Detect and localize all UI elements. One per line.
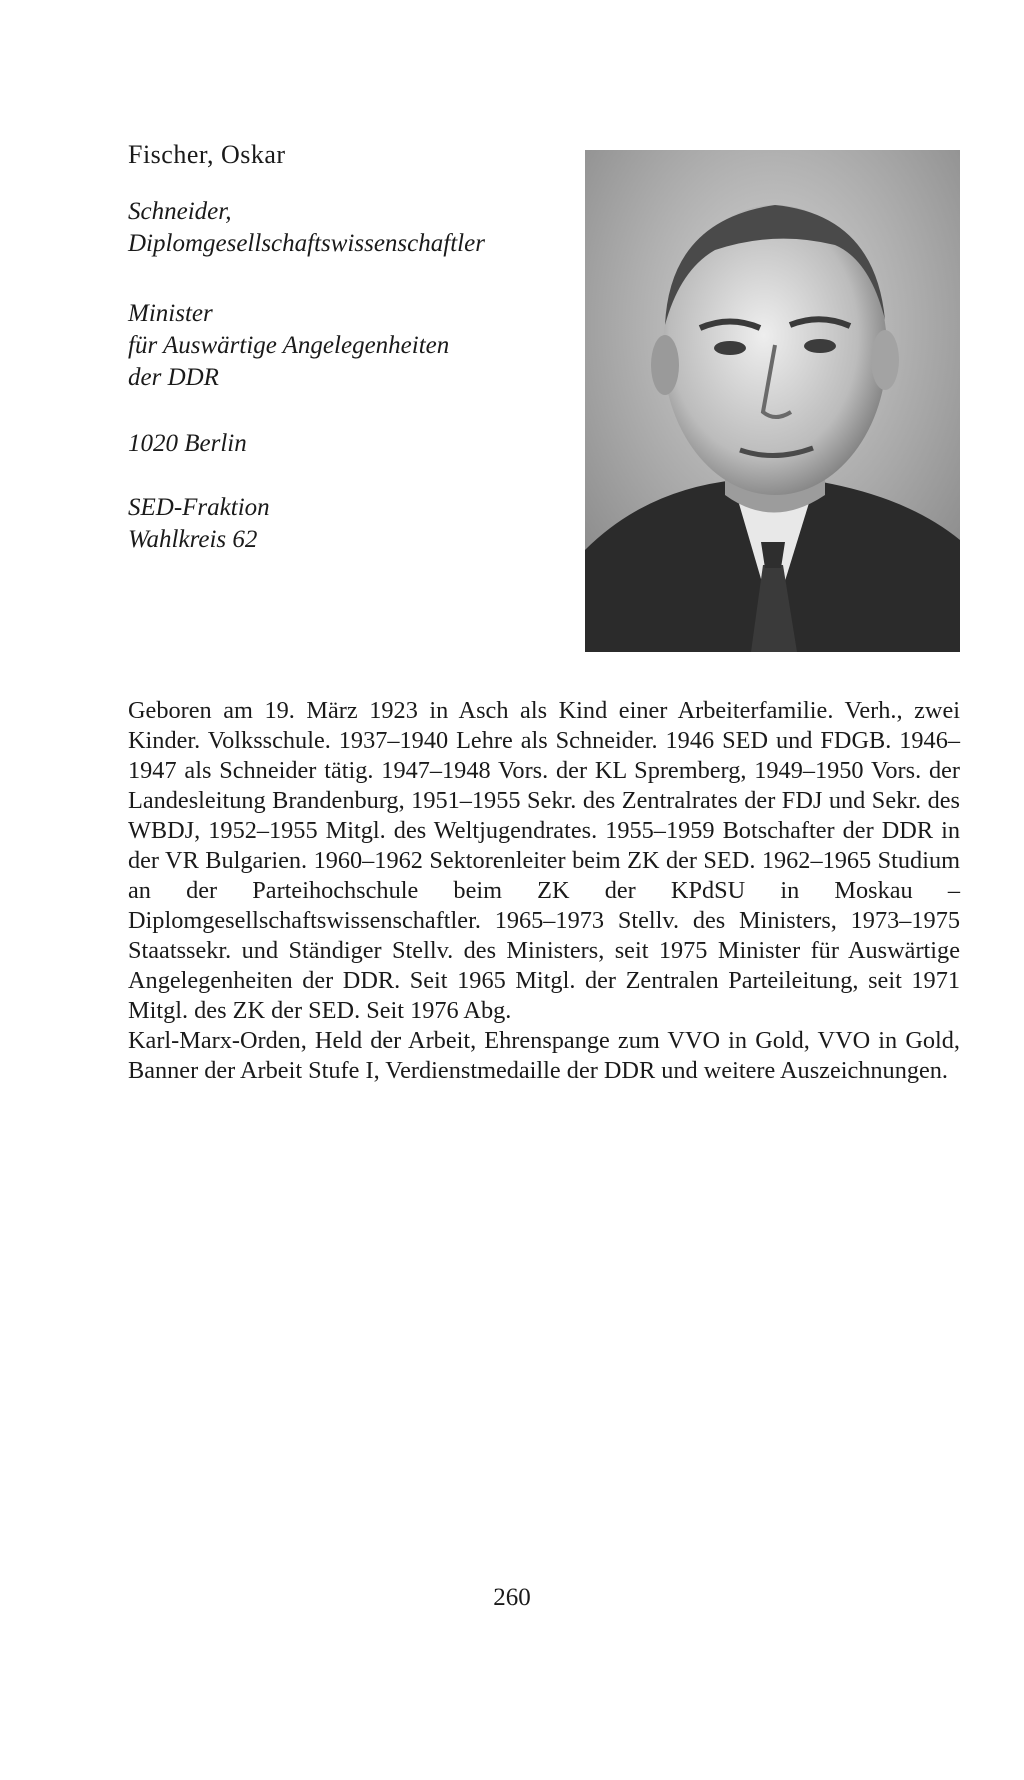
location: 1020 Berlin	[128, 430, 247, 457]
person-name: Fischer, Oskar	[128, 140, 286, 169]
faction-line: Wahlkreis 62	[128, 526, 258, 553]
faction-block	[128, 492, 568, 556]
position-line: Minister	[128, 300, 213, 327]
portrait-photo	[585, 150, 960, 652]
position-block	[128, 298, 568, 394]
profession-block	[128, 196, 568, 260]
biography-text	[128, 696, 960, 1086]
profession-line: Schneider,	[128, 198, 232, 225]
position-line: für Auswärtige Angelegenheiten	[128, 332, 450, 359]
position-line: der DDR	[128, 364, 219, 391]
page-number: 260	[493, 1584, 531, 1611]
profession-line: Diplomgesellschaftswissenschaftler	[128, 230, 485, 257]
faction-line: SED-Fraktion	[128, 494, 270, 521]
biography-paragraph: Geboren am 19. März 1923 in Asch als Kind einer Arbeiterfamilie. Verh., zwei Kinder. Volksschule. 1937–1940 Lehre als Schneider. 1946 SED und FDGB. 1946–1947 als Schneider tätig. 1947–1948 Vors. der KL Spremberg, 1949–1950 Vors. der Landesleitung Brandenburg, 1951–1955 Sekr. des Zentralrates der FDJ und Sekr. des WBDJ, 1952–1955 Mitgl. des Weltjugendrates. 1955–1959 Botschafter der DDR in der VR Bulgarien. 1960–1962 Sektorenleiter beim ZK der SED. 1962–1965 Studium an der Parteihochschule beim ZK der KPdSU in Moskau – Diplomgesellschaftswissenschaftler. 1965–1973 Stellv. des Ministers, 1973–1975 Staatssekr. und Ständiger Stellv. des Ministers, seit 1975 Minister für Auswärtige Angelegenheiten der DDR. Seit 1965 Mitgl. der Zentralen Parteileitung, seit 1971 Mitgl. des ZK der SED. Seit 1976 Abg.	[128, 697, 960, 1024]
awards-paragraph: Karl-Marx-Orden, Held der Arbeit, Ehrenspange zum VVO in Gold, VVO in Gold, Banner der Arbeit Stufe I, Verdienstmedaille der DDR und weitere Auszeichnungen.	[128, 1027, 960, 1084]
location-block	[128, 428, 568, 460]
